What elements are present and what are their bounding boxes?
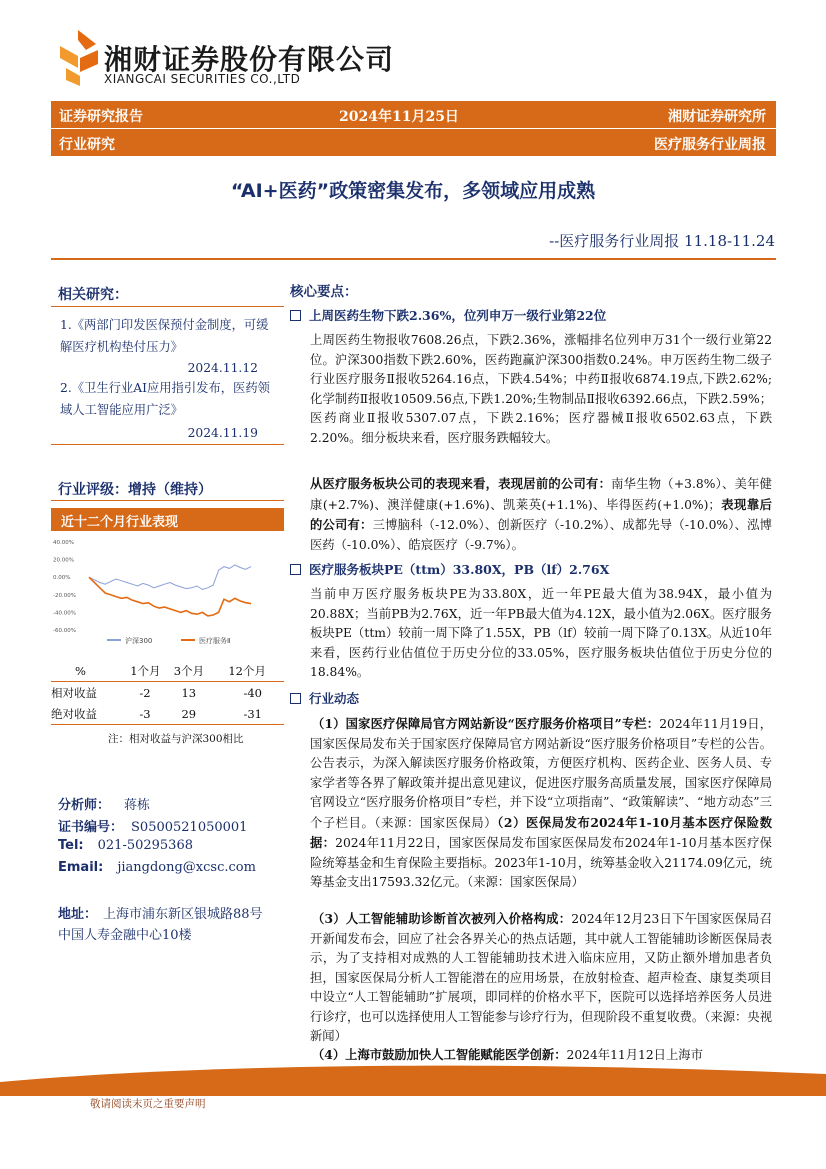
y-tick-label: -20.00%: [53, 592, 76, 599]
core-heading: 核心要点：: [290, 284, 358, 300]
table-header: 12个月: [228, 663, 266, 678]
company-name-cn: 湘财证券股份有限公司: [104, 43, 395, 76]
performance-table: [51, 660, 284, 725]
table-header: 1个月: [130, 663, 161, 678]
report-series: 医疗服务行业周报: [654, 137, 766, 153]
report-type: 证券研究报告: [59, 109, 143, 125]
y-tick-label: -40.00%: [53, 610, 76, 617]
section-2-paragraph: 当前申万医疗服务板块PE为33.80X，近一年PE最大值为38.94X，最小值为20.88X；当前PB为2.76X，近一年PB最大值为4.12X，最小值为2.06X。医疗服务板块PE（ttm）较前一周下降了1.55X，PB（lf）较前一周下降了0.13X。从近10年来看，医药行业估值位于历史分位的33.05%，医疗服务板块估值位于历史分位的18.84%。: [310, 587, 772, 679]
related-item-2[interactable]: 2.《卫生行业AI应用指引发布，医药领域人工智能应用广泛》: [60, 381, 270, 417]
cell-value: 13: [181, 685, 197, 700]
related-item-1[interactable]: 1.《两部门印发医保预付金制度，可缓解医疗机构垫付压力》: [60, 318, 269, 354]
perf-heading: 近十二个月行业表现: [61, 515, 179, 530]
cell-value: -3: [139, 706, 151, 721]
section-3-paragraph: （1）国家医疗保障局官方网站新设“医疗服务价格项目”专栏：2024年11月19日，国家医保局发布关于国家医疗保障局官方网站新设“医疗服务价格项目”专栏的公告。公告表示，为深入解读医疗服务价格政策，方便医疗机构、医药企业、医务人员、专家学者等各界了解政策并提出意见建议，促进医疗服务高质量发展，国家医疗保障局官网设立“医疗服务价格项目”专栏，并下设“立项指南”、“政策解读”、“地方动态”三个子栏目。（来源：国家医保局）（2）医保局发布2024年1-10月基本医疗保险数据：2024年11月22日，国家医保局发布国家医保局发布2024年1-10月基本医疗保险统筹基金和生育保险主要指标。2023年1-10月，统筹基金收入21174.09亿元，统筹基金支出17593.32亿元。（来源：国家医保局）: [310, 716, 772, 889]
industry-rating: 行业评级：增持（维持）: [58, 482, 212, 498]
header-band-top: [51, 101, 776, 128]
section-2-heading: 医疗服务板块PE（ttm）33.80X，PB（lf）2.76X: [290, 560, 609, 578]
analyst-line: [58, 794, 150, 813]
row-label: 相对收益: [51, 685, 97, 700]
row-label: 绝对收益: [51, 706, 97, 721]
section-3-paragraph-3: （3）人工智能辅助诊断首次被列入价格构成：2024年12月23日下午国家医保局召开新闻发布会，回应了社会各界关心的热点话题，其中就人工智能辅助诊断医保局表示，为了支持相对成熟的人工智能辅助技术进入临床应用，又防止额外增加患者负担，国家医保局分析人工智能潜在的应用场景，在放射检查、超声检查、康复类项目中设立“人工智能辅助”扩展项，即同样的价格水平下，医院可以选择培养医务人员进行诊疗，也可以选择使用人工智能参与诊疗行为，但现阶段不重复收费。（来源：央视新闻）: [310, 911, 772, 1043]
company-logo-icon: [56, 30, 100, 86]
table-row: [51, 682, 284, 704]
y-tick-label: -60.00%: [53, 628, 76, 634]
sidebar-divider: [51, 444, 284, 445]
footer-disclaimer: 敬请阅读末页之重要声明: [90, 1098, 206, 1110]
page-title: “AI+医药”政策密集发布，多领域应用成熟: [230, 180, 596, 202]
report-category: 行业研究: [59, 137, 115, 153]
related-item-2-date: 2024.11.19: [187, 426, 258, 440]
cell-value: -2: [139, 685, 151, 700]
email-address[interactable]: jiangdong@xcsc.com: [117, 860, 256, 875]
footer-wave: [0, 1056, 826, 1096]
analyst-name: 蒋栋: [124, 798, 151, 813]
cell-value: -31: [243, 706, 262, 721]
section-1-companies: 从医疗服务板块公司的表现来看，表现居前的公司有：南华生物（+3.8%）、美年健康(+2.7%)、澳洋健康(+1.6%)、凯莱英(+1.1%)、毕得医药(+1.0%)；表现靠后的公司有：三博脑科（-12.0%）、创新医疗（-10.2%）、成都先导（-10.0%）、泓博医药（-10.0%）、皓宸医疗（-9.7%）。: [310, 476, 772, 552]
cert-label: 证书编号：: [58, 820, 124, 835]
legend-label: 医疗服务Ⅱ: [199, 637, 231, 645]
table-note: 注：相对收益与沪深300相比: [108, 733, 244, 745]
cert-number: S0500521050001: [131, 820, 248, 835]
page-subtitle: --医疗服务行业周报 11.18-11.24: [549, 232, 775, 250]
report-date: 2024年11月25日: [339, 109, 459, 125]
tel-label: Tel:: [58, 838, 84, 853]
tel-number: 021-50295368: [97, 838, 193, 853]
company-name-en: XIANGCAI SECURITIES CO.,LTD: [104, 72, 301, 86]
related-item-1-date: 2024.11.12: [187, 361, 258, 375]
table-header: 3个月: [173, 663, 205, 678]
section-1-paragraph: 上周医药生物报收7608.26点，下跌2.36%，涨幅排名位列申万31个一级行业第22位。沪深300指数下跌2.60%，医药跑赢沪深300指数0.24%。申万医药生物二级子行业医疗服务Ⅱ报收5264.16点，下跌4.54%；中药Ⅱ报收6874.19点,下跌2.62%;化学制药Ⅱ报收10509.56点,下跌1.20%;生物制品Ⅱ报收6392.66点，下跌2.59%；医药商业Ⅱ报收5307.07点，下跌2.16%；医疗器械Ⅱ报收6502.63点，下跌2.20%。细分板块来看，医疗服务跌幅较大。: [310, 333, 772, 445]
section-1-heading: 上周医药生物下跌2.36%，位列申万一级行业第22位: [290, 306, 606, 324]
sidebar-divider: [51, 306, 284, 307]
series-line: [89, 565, 251, 590]
email-line: [58, 860, 256, 875]
cert-line: [58, 816, 247, 835]
performance-chart: [51, 534, 284, 654]
address-block: [58, 904, 263, 946]
table-row: [51, 703, 284, 725]
address-line-2: 中国人寿金融中心10楼: [58, 928, 192, 943]
title-divider: [51, 258, 776, 260]
legend-label: 沪深300: [125, 637, 153, 645]
section-3-paragraph-4: （4）上海市鼓励加快人工智能赋能医学创新：2024年11月12日上海市: [312, 1047, 703, 1062]
cell-value: -40: [243, 685, 262, 700]
checkbox-icon: [290, 693, 301, 704]
section-3-heading: 行业动态: [290, 689, 359, 707]
address-label: 地址：: [58, 907, 98, 922]
y-tick-label: 0.00%: [53, 575, 71, 582]
address-line-1: 上海市浦东新区银城路88号: [103, 907, 263, 922]
analyst-label: 分析师：: [58, 798, 111, 813]
tel-line: [58, 838, 193, 853]
header-band-bottom: [51, 129, 776, 156]
sidebar-divider: [51, 500, 284, 501]
table-header: %: [75, 663, 86, 678]
related-research-heading: 相关研究：: [58, 287, 128, 303]
perf-heading-bar: [51, 508, 284, 531]
y-tick-label: 40.00%: [53, 540, 74, 546]
checkbox-icon: [290, 564, 301, 575]
cell-value: 29: [181, 706, 197, 721]
checkbox-icon: [290, 310, 301, 321]
email-label: Email:: [58, 860, 104, 875]
institute-name: 湘财证券研究所: [668, 109, 766, 125]
y-tick-label: 20.00%: [53, 557, 74, 564]
